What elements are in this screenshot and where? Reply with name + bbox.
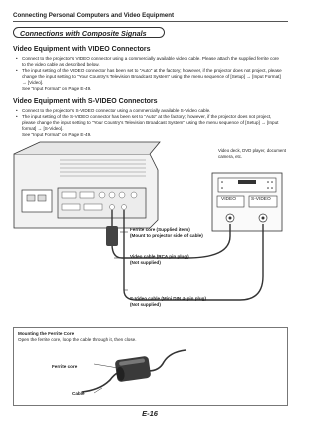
header-rule [13,21,288,22]
video-bullet-2-line3: → [Video]. [22,80,44,85]
ferrite-core-illustration [80,344,190,404]
svideo-bullet-2-line4: See "Input Format" on Page E-49. [22,132,92,137]
page-number: E-16 [142,409,158,418]
ferrite-core-on-cable [106,226,118,246]
bullet-icon: • [16,114,18,119]
svideo-bullet-2-line1: The input setting of the S-VIDEO connector has been set to "Auto" at the factory; however, if the projector does not project, [22,114,272,119]
device-caption-line1: Video deck, DVD player, document [218,148,287,153]
page-header: Connecting Personal Computers and Video Equipment [13,12,175,19]
svideocable-label-line1: S-Video cable (Mini DIN 4-pin plug) [130,296,206,301]
ferrite-box-text: Open the ferrite core, loop the cable through it, then close. [18,337,137,342]
video-bullet-2 [16,68,284,92]
video-bullet-1 [16,56,284,68]
ferrite-label-line1: Ferrite core (Supplied item) [130,227,190,232]
videocable-label-line2: (Not supplied) [130,260,161,265]
video-bullet-2-line2: change the input setting to "Your Country's Television Broadcast System" using the menu sequence of [Setup] → [Input Format] [22,74,281,79]
svideocable-label-line2: (Not supplied) [130,302,161,307]
video-bullet-1-line1: Connect to the projector's VIDEO connector using a commercially available video cable. Please attach the supplied ferrite core [22,56,279,61]
projector-illustration [14,142,160,228]
section-title: Connections with Composite Signals [20,29,147,38]
svideo-bullet-1-text: Connect to the projector's S-VIDEO connector using a commercially available S-Video cable. [22,108,211,113]
svideo-heading: Video Equipment with S-VIDEO Connectors [13,98,158,105]
video-bullet-1-line2: to the video cable as described below. [22,62,100,67]
device-caption-line2: camera, etc. [218,154,243,159]
cable-label: Cable [72,391,85,396]
ferrite-core-label: Ferrite core [52,364,78,369]
video-port-label: VIDEO [221,197,236,202]
video-bullet-2-line1: The input setting of the VIDEO connector has been set to "Auto" at the factory; however, if the projector does not project, please [22,68,282,73]
videocable-label-line1: Video cable (RCA pin plug) [130,254,189,259]
bullet-icon: • [16,68,18,73]
video-bullet-2-line4: See "Input Format" on Page E-49. [22,86,92,91]
bullet-icon: • [16,56,18,61]
video-heading: Video Equipment with VIDEO Connectors [13,46,151,53]
ferrite-label-line2: (Mount to projector side of cable) [130,233,203,238]
svideo-bullet-2-line2: please change the input setting to "Your Country's Television Broadcast System" using the menu sequence of [Setup] → [Input [22,120,279,125]
ferrite-core-body [115,356,152,383]
bullet-icon: • [16,108,18,113]
ferrite-box-title: Mounting the Ferrite Core [18,331,75,336]
svideo-bullet-2 [16,114,284,138]
svideo-port-label: S-VIDEO [251,197,271,202]
svideo-bullet-2-line3: format] → [S-Video]. [22,126,64,131]
